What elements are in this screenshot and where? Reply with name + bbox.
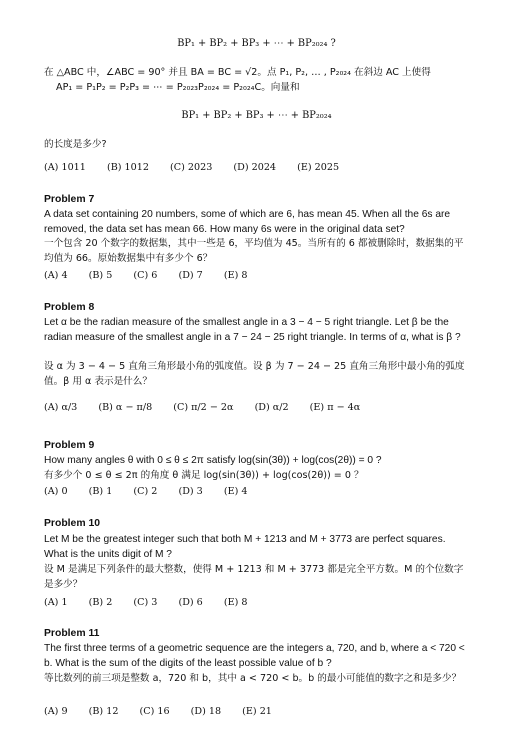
p6-line1: 在 △ABC 中，∠ABC = 90° 并且 BA = BC = √2。点 P₁, P₂, … , P₂₀₂₄ 在斜边 AC 上使得 [44,67,431,78]
p6-line3: 的长度是多少? [44,139,107,150]
choice[interactable]: (B) 1012 [106,162,149,173]
choice[interactable]: (D) 2024 [233,162,277,173]
problem-10-zh: 设 M 是满足下列条件的最大整数，使得 M + 1213 和 M + 3773 都是完全平方数。M 的个位数字是多少？ [44,564,464,590]
top-formula: BP₁ + BP₂ + BP₃ + ⋯ + BP₂₀₂₄ ? [177,38,336,49]
choice[interactable]: (C) 2023 [170,162,213,173]
p8-choices [44,402,378,413]
p7-choices [44,270,266,281]
p6-line2: AP₁ = P₁P₂ = P₂P₃ = ⋯ = P₂₀₂₃P₂₀₂₄ = P₂₀₂₄C。向量和 [56,81,300,93]
p11-choices [44,706,290,717]
choice[interactable]: (D) 7 [178,270,203,281]
problem-11-title: Problem 11 [44,628,100,639]
choice[interactable]: (D) α/2 [254,402,289,413]
choice[interactable]: (D) 18 [190,706,222,717]
choice[interactable]: (B) 1 [88,486,113,497]
choice[interactable]: (C) 16 [139,706,170,717]
problem-7-zh: 一个包含 20 个数字的数据集，其中一些是 6，平均值为 45。当所有的 6 都被删除时，数据集的平均值为 66。原始数据集中有多少个 6？ [44,238,464,264]
choice[interactable]: (A) 4 [44,270,68,281]
problem-6-zh [44,66,469,95]
problem-7-en: A data set containing 20 numbers, some of which are 6, has mean 45. When all the 6s are removed, the data set has mean 66. How many 6s were in the original data set? [44,209,451,235]
p9-choices [44,486,266,497]
choice[interactable]: (A) 1 [44,597,68,608]
choice[interactable]: (E) 8 [223,270,248,281]
choice[interactable]: (B) 2 [88,597,113,608]
choice[interactable]: (C) 2 [133,486,158,497]
choice[interactable]: (A) 0 [44,486,68,497]
choice[interactable]: (E) 21 [242,706,272,717]
choice[interactable]: (E) 2025 [297,162,340,173]
problem-8-zh: 设 α 为 3 − 4 − 5 直角三角形最小角的弧度值。设 β 为 7 − 24 − 25 直角三角形中最小角的弧度值。β 用 α 表示是什么？ [44,361,465,387]
choice[interactable]: (B) α − π/8 [98,402,153,413]
problem-9-zh: 有多少个 0 ≤ θ ≤ 2π 的角度 θ 满足 log(sin(3θ)) + log(cos(2θ)) = 0 ？ [44,470,364,481]
problem-9-title: Problem 9 [44,440,95,451]
p10-choices [44,597,266,608]
choice[interactable]: (A) α/3 [44,402,78,413]
choice[interactable]: (A) 1011 [44,162,86,173]
choice[interactable]: (C) π/2 − 2α [173,402,234,413]
choice[interactable]: (A) 9 [44,706,68,717]
p6-choices [44,162,357,173]
choice[interactable]: (B) 12 [88,706,119,717]
choice[interactable]: (E) 4 [223,486,248,497]
choice[interactable]: (B) 5 [88,270,113,281]
problem-11-en: The first three terms of a geometric sequence are the integers a, 720, and b, where a < 720 < b. What is the sum of the digits of the least possible value of b ? [44,643,465,669]
problem-10-en: Let M be the greatest integer such that both M + 1213 and M + 3773 are perfect squares. What is the units digit of M ? [44,534,446,560]
choice[interactable]: (C) 3 [133,597,158,608]
choice[interactable]: (C) 6 [133,270,158,281]
problem-8-en: Let α be the radian measure of the smallest angle in a 3 − 4 − 5 right triangle. Let β be the radian measure of the smallest angle in a 7 − 24 − 25 right triangle. In terms of α, what is β ? [44,317,461,343]
problem-7-title: Problem 7 [44,194,95,205]
problem-8-title: Problem 8 [44,302,95,313]
problem-9-en: How many angles θ with 0 ≤ θ ≤ 2π satisfy log(sin(3θ)) + log(cos(2θ)) = 0 ? [44,455,382,466]
problem-10-title: Problem 10 [44,518,101,529]
choice[interactable]: (D) 6 [178,597,203,608]
choice[interactable]: (E) 8 [223,597,248,608]
problem-11-zh: 等比数列的前三项是整数 a，720 和 b，其中 a < 720 < b。b 的最小可能值的数字之和是多少？ [44,673,462,684]
p6-formula: BP₁ + BP₂ + BP₃ + ⋯ + BP₂₀₂₄ [181,110,332,121]
choice[interactable]: (E) π − 4α [309,402,361,413]
choice[interactable]: (D) 3 [178,486,203,497]
